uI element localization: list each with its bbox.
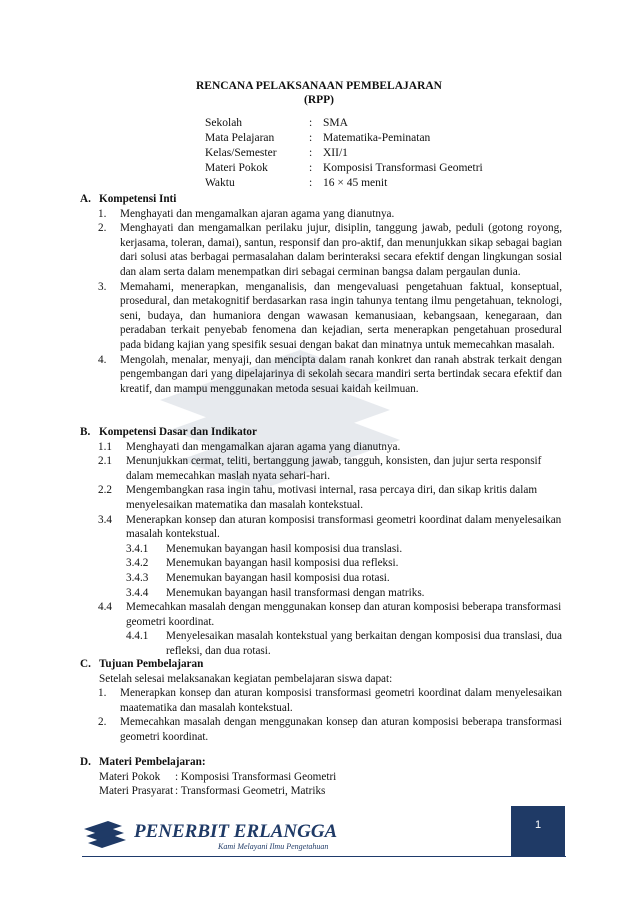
identity-colon: : xyxy=(309,147,313,159)
section-title: Tujuan Pembelajaran xyxy=(99,658,204,670)
section-letter: D. xyxy=(80,756,91,768)
kd-text: Memecahkan masalah dengan menggunakan konsep dan aturan komposisi beberapa transformasi geometri koordinat. xyxy=(126,601,562,628)
list-item xyxy=(98,280,562,353)
identity-label: Kelas/Semester xyxy=(205,147,277,159)
section-d xyxy=(80,755,562,799)
identity-value: Komposisi Transformasi Geometri xyxy=(323,162,483,174)
kd-item xyxy=(98,513,562,542)
section-letter: B. xyxy=(80,426,91,438)
indicator-text: Menemukan bayangan hasil komposisi dua translasi. xyxy=(166,542,403,555)
brand-name: PENERBIT ERLANGGA xyxy=(134,821,338,842)
item-number: 3. xyxy=(98,280,107,293)
identity-row xyxy=(205,161,483,176)
indicator-text: Menyelesaikan masalah kontekstual yang berkaitan dengan komposisi dua translasi, dua refleksi, dan dua rotasi. xyxy=(166,630,562,657)
materi-label: Materi Pokok xyxy=(99,770,161,783)
item-number: 4. xyxy=(98,353,107,366)
list-item xyxy=(98,353,562,397)
section-title: Materi Pembelajaran: xyxy=(99,756,206,768)
kd-text: Menunjukkan cermat, teliti, bertanggung jawab, tangguh, konsisten, dan jujur serta responsif dalam memecahkan maslah nyata sehari-hari. xyxy=(126,455,542,482)
page-number-box xyxy=(511,806,565,856)
materi-label: Materi Prasyarat xyxy=(99,785,174,798)
identity-value: Matematika-Peminatan xyxy=(323,132,431,144)
kd-number: 4.4 xyxy=(98,601,112,614)
identity-value: 16 × 45 menit xyxy=(323,177,388,189)
materi-row xyxy=(99,770,562,785)
identity-label: Mata Pelajaran xyxy=(205,132,275,144)
list-item xyxy=(98,686,562,715)
section-c xyxy=(80,657,562,745)
item-text: Memahami, menerapkan, menganalisis, dan mengevaluasi pengetahuan faktual, konseptual, prosedural, dan metakognitif berdasarkan rasa ingin tahunya tentang ilmu pengetahuan, teknologi, seni, budaya, dan humaniora dengan wawasan kemanusiaan, kebangsaan, kenegaraan, dan peradaban terkait penyebab fenomena dan kejadian, serta menerapkan pengetahuan prosedural pada bidang kajian yang spesifik sesuai dengan bakat dan minatnya untuk memecahkan masalah. xyxy=(120,280,562,351)
kd-item xyxy=(98,483,562,512)
item-number: 1. xyxy=(98,687,107,700)
indicator-number: 3.4.1 xyxy=(126,542,149,555)
document-title: RENCANA PELAKSANAAN PEMBELAJARAN xyxy=(196,80,442,92)
identity-label: Materi Pokok xyxy=(205,162,268,174)
list-item xyxy=(98,207,562,222)
indicator-item xyxy=(126,629,562,658)
section-a xyxy=(80,192,562,396)
indicator-item xyxy=(126,571,562,586)
indicator-number: 4.4.1 xyxy=(126,630,149,643)
materi-value: : Komposisi Transformasi Geometri xyxy=(175,770,337,783)
identity-table xyxy=(205,116,483,191)
indicator-text: Menemukan bayangan hasil komposisi dua refleksi. xyxy=(166,557,399,570)
section-letter: A. xyxy=(80,193,91,205)
kd-text: Menghayati dan mengamalkan ajaran agama yang dianutnya. xyxy=(126,440,401,453)
kd-text: Menerapkan konsep dan aturan komposisi transformasi geometri koordinat dalam menyelesaikan masalah kontekstual. xyxy=(126,513,562,541)
kd-number: 1.1 xyxy=(98,440,112,453)
indicator-text: Menemukan bayangan hasil transformasi dengan matriks. xyxy=(166,586,425,599)
footer-divider xyxy=(82,856,566,857)
identity-label: Sekolah xyxy=(205,117,243,129)
indicator-number: 3.4.3 xyxy=(126,571,149,584)
section-letter: C. xyxy=(80,658,91,670)
item-number: 1. xyxy=(98,207,107,220)
identity-row xyxy=(205,131,483,146)
indicator-item xyxy=(126,542,562,557)
indicator-item xyxy=(126,586,562,601)
item-number: 2. xyxy=(98,222,107,235)
section-title: Kompetensi Inti xyxy=(99,193,177,205)
indicator-text: Menemukan bayangan hasil komposisi dua rotasi. xyxy=(166,571,390,584)
identity-row xyxy=(205,146,483,161)
section-title: Kompetensi Dasar dan Indikator xyxy=(99,426,257,438)
indicator-item xyxy=(126,556,562,571)
item-text: Menghayati dan mengamalkan perilaku jujur, disiplin, tanggung jawab, peduli (gotong royong, kerjasama, toleran, damai), santun, responsif dan pro-aktif, dan menunjukkan sikap sebagai bagian dari solusi atas berbagai permasalahan dalam berinteraksi secara efektif dengan lingkungan sosial dan alam serta dalam menempatkan diri sebagai cerminan bangsa dalam pergaulan dunia. xyxy=(120,222,562,278)
kd-item xyxy=(98,600,562,629)
kd-text: Mengembangkan rasa ingin tahu, motivasi internal, rasa percaya diri, dan sikap kritis dalam menyelesaikan matematika dan masalah kontekstual. xyxy=(126,484,538,511)
document-subtitle: (RPP) xyxy=(303,94,334,106)
indicator-number: 3.4.4 xyxy=(126,586,149,599)
erlangga-logo xyxy=(82,815,372,855)
identity-colon: : xyxy=(309,177,313,189)
item-text: Menghayati dan mengamalkan ajaran agama yang dianutnya. xyxy=(120,207,395,220)
identity-value: XII/1 xyxy=(323,147,348,159)
list-item xyxy=(98,221,562,279)
indicator-number: 3.4.2 xyxy=(126,557,149,570)
page-number: 1 xyxy=(534,819,542,831)
kd-item xyxy=(98,440,562,455)
section-b xyxy=(80,425,562,659)
item-text: Memecahkan masalah dengan menggunakan konsep dan aturan komposisi beberapa transformasi geometri koordinat. xyxy=(120,716,562,743)
identity-row xyxy=(205,116,483,131)
kd-number: 2.1 xyxy=(98,455,112,468)
item-text: Menerapkan konsep dan aturan komposisi transformasi geometri koordinat dalam menyelesaikan maatematika dan masalah kontekstual. xyxy=(120,687,562,714)
kd-item xyxy=(98,454,562,483)
kd-number: 3.4 xyxy=(98,513,112,526)
materi-value: : Transformasi Geometri, Matriks xyxy=(175,785,326,798)
brand-tagline: Kami Melayani Ilmu Pengetahuan xyxy=(218,842,329,851)
identity-value: SMA xyxy=(323,117,348,129)
kd-number: 2.2 xyxy=(98,484,112,497)
identity-colon: : xyxy=(309,117,313,129)
materi-row xyxy=(99,784,562,799)
list-item xyxy=(98,715,562,744)
item-text: Mengolah, menalar, menyaji, dan mencipta dalam ranah konkret dan ranah abstrak terkait dengan pengembangan dari yang dipelajarinya di sekolah secara mandiri serta bertindak secara efektif dan kreatif, dan mampu menggunakan metoda sesuai kaidah keilmuan. xyxy=(120,353,562,395)
identity-row xyxy=(205,176,483,191)
identity-colon: : xyxy=(309,132,313,144)
logo-mark-icon xyxy=(84,821,126,848)
identity-colon: : xyxy=(309,162,313,174)
item-number: 2. xyxy=(98,716,107,729)
identity-label: Waktu xyxy=(205,177,235,189)
section-intro: Setelah selesai melaksanakan kegiatan pembelajaran siswa dapat: xyxy=(99,672,393,685)
